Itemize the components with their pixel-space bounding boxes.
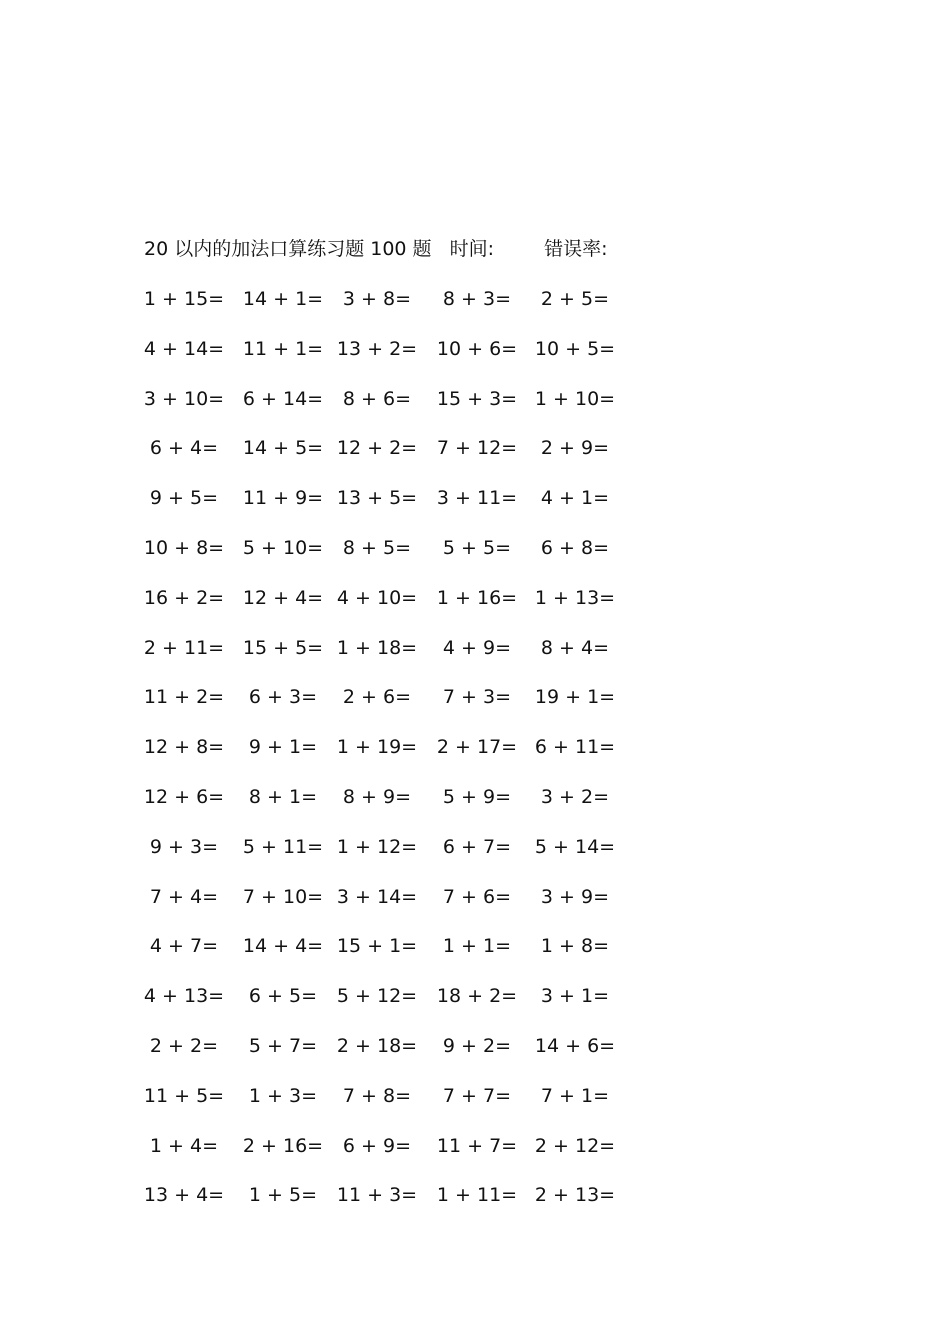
math-problem: 19 + 1=	[534, 686, 616, 709]
math-problem: 6 + 5=	[248, 985, 317, 1008]
math-problem: 10 + 8=	[143, 537, 225, 559]
math-problem: 7 + 7=	[442, 1084, 511, 1107]
math-problem: 3 + 10=	[143, 387, 225, 410]
math-problem: 9 + 5=	[149, 487, 218, 510]
math-problem: 8 + 3=	[442, 288, 511, 310]
math-problem: 1 + 18=	[336, 636, 418, 659]
math-problem: 2 + 16=	[242, 1134, 324, 1157]
worksheet-title: 20 以内的加法口算练习题 100 题	[144, 238, 432, 260]
math-problem: 10 + 5=	[534, 337, 616, 360]
math-problem: 12 + 2=	[336, 437, 418, 460]
math-problem: 5 + 5=	[442, 537, 511, 559]
math-problem: 11 + 9=	[242, 487, 324, 510]
math-problem: 3 + 9=	[540, 885, 609, 908]
math-problem: 3 + 2=	[540, 786, 609, 808]
math-problem: 1 + 3=	[248, 1084, 317, 1107]
math-problem: 6 + 3=	[248, 686, 317, 709]
time-label: 时间:	[449, 238, 495, 260]
math-problem: 1 + 15=	[143, 288, 225, 310]
math-problem: 9 + 2=	[442, 1035, 511, 1057]
math-problem: 5 + 10=	[242, 537, 324, 559]
math-problem: 7 + 1=	[540, 1084, 609, 1107]
math-problem: 4 + 7=	[149, 935, 218, 958]
math-problem: 2 + 17=	[436, 736, 518, 759]
math-problem: 8 + 5=	[342, 537, 411, 559]
math-problem: 5 + 9=	[442, 786, 511, 808]
math-problem: 15 + 5=	[242, 636, 324, 659]
math-problem: 14 + 4=	[242, 935, 324, 958]
math-problem: 13 + 5=	[336, 487, 418, 510]
math-problem: 11 + 2=	[143, 686, 225, 709]
math-problem: 6 + 7=	[442, 835, 511, 858]
math-problem: 11 + 5=	[143, 1084, 225, 1107]
math-problem: 15 + 3=	[436, 387, 518, 410]
math-problem: 7 + 12=	[436, 437, 518, 460]
math-problem: 6 + 14=	[242, 387, 324, 410]
math-problem: 3 + 14=	[336, 885, 418, 908]
math-problem: 9 + 3=	[149, 835, 218, 858]
math-problem: 8 + 9=	[342, 786, 411, 808]
math-problem: 16 + 2=	[143, 586, 225, 609]
math-problem: 1 + 1=	[442, 935, 511, 958]
math-problem: 11 + 3=	[336, 1184, 418, 1207]
math-problem: 2 + 5=	[540, 288, 609, 310]
math-problem: 11 + 7=	[436, 1134, 518, 1157]
math-problem: 6 + 8=	[540, 537, 609, 559]
math-problem: 1 + 13=	[534, 586, 616, 609]
math-problem: 7 + 6=	[442, 885, 511, 908]
math-problem: 9 + 1=	[248, 736, 317, 759]
math-problem: 2 + 9=	[540, 437, 609, 460]
math-problem: 5 + 12=	[336, 985, 418, 1008]
math-problem: 3 + 11=	[436, 487, 518, 510]
math-problem: 8 + 1=	[248, 786, 317, 808]
math-problem: 12 + 6=	[143, 786, 225, 808]
math-problem: 5 + 7=	[248, 1035, 317, 1057]
math-problem: 2 + 12=	[534, 1134, 616, 1157]
math-problem: 7 + 8=	[342, 1084, 411, 1107]
math-problem: 15 + 1=	[336, 935, 418, 958]
math-problem: 1 + 16=	[436, 586, 518, 609]
math-problem: 8 + 4=	[540, 636, 609, 659]
math-problem: 3 + 8=	[342, 288, 411, 310]
math-problem: 14 + 5=	[242, 437, 324, 460]
math-problem: 2 + 2=	[149, 1035, 218, 1057]
math-problem: 12 + 8=	[143, 736, 225, 759]
math-problem: 1 + 19=	[336, 736, 418, 759]
math-problem: 6 + 11=	[534, 736, 616, 759]
math-problem: 2 + 18=	[336, 1035, 418, 1057]
math-problem: 13 + 4=	[143, 1184, 225, 1207]
math-problem: 4 + 14=	[143, 337, 225, 360]
math-problem: 4 + 13=	[143, 985, 225, 1008]
math-problem: 7 + 10=	[242, 885, 324, 908]
error-rate-label: 错误率:	[544, 238, 608, 260]
math-problem: 6 + 4=	[149, 437, 218, 460]
math-problem: 2 + 11=	[143, 636, 225, 659]
math-problem: 18 + 2=	[436, 985, 518, 1008]
math-problem: 1 + 10=	[534, 387, 616, 410]
math-problem: 2 + 13=	[534, 1184, 616, 1207]
math-problem: 4 + 9=	[442, 636, 511, 659]
math-problem: 5 + 14=	[534, 835, 616, 858]
math-problem: 5 + 11=	[242, 835, 324, 858]
math-problem: 1 + 4=	[149, 1134, 218, 1157]
math-problem: 1 + 5=	[248, 1184, 317, 1207]
math-problem: 14 + 1=	[242, 288, 324, 310]
math-problem: 4 + 1=	[540, 487, 609, 510]
math-problem: 8 + 6=	[342, 387, 411, 410]
math-problem: 12 + 4=	[242, 586, 324, 609]
math-problem: 6 + 9=	[342, 1134, 411, 1157]
math-problem: 7 + 3=	[442, 686, 511, 709]
math-problem: 14 + 6=	[534, 1035, 616, 1057]
math-problem: 1 + 12=	[336, 835, 418, 858]
math-problem: 1 + 8=	[540, 935, 609, 958]
math-problem: 1 + 11=	[436, 1184, 518, 1207]
math-problem: 10 + 6=	[436, 337, 518, 360]
math-problem: 3 + 1=	[540, 985, 609, 1008]
math-problem: 7 + 4=	[149, 885, 218, 908]
math-problem: 4 + 10=	[336, 586, 418, 609]
math-problem: 13 + 2=	[336, 337, 418, 360]
math-problem: 11 + 1=	[242, 337, 324, 360]
math-problem: 2 + 6=	[342, 686, 411, 709]
